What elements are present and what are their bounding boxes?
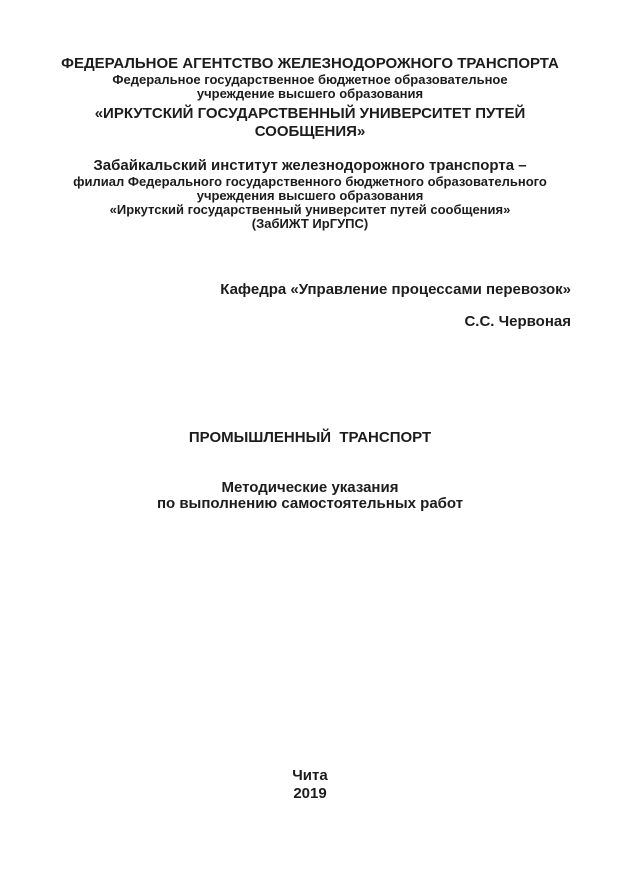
publication-year: 2019 xyxy=(293,785,327,802)
institute-name: Забайкальский институт железнодорожного транспорта – xyxy=(93,157,527,174)
header-block xyxy=(0,54,620,141)
university-name xyxy=(0,105,620,141)
university-name-line-1: «ИРКУТСКИЙ ГОСУДАРСТВЕННЫЙ УНИВЕРСИТЕТ ПУТЕЙ xyxy=(94,105,526,122)
institute-abbreviation: (ЗабИЖТ ИрГУПС) xyxy=(251,216,369,231)
university-name-line-2: СООБЩЕНИЯ» xyxy=(254,123,366,140)
subtitle-line-2: по выполнению самостоятельных работ xyxy=(156,495,464,512)
institute-line-2: филиал Федерального государственного бюджетного образовательного xyxy=(73,174,547,189)
document-subtitle xyxy=(0,480,620,512)
agency-name: ФЕДЕРАЛЬНОЕ АГЕНТСТВО ЖЕЛЕЗНОДОРОЖНОГО ТРАНСПОРТА xyxy=(61,55,559,72)
document-title: ПРОМЫШЛЕННЫЙ ТРАНСПОРТ xyxy=(188,429,432,446)
subtitle-line-1: Методические указания xyxy=(221,479,399,496)
institute-block xyxy=(0,156,620,231)
founder-line-1: Федеральное государственное бюджетное образовательное xyxy=(112,72,508,87)
imprint-block xyxy=(0,767,620,803)
founder-line-2: учреждение высшего образования xyxy=(196,86,424,101)
publication-city: Чита xyxy=(292,767,328,784)
author-name: С.С. Червоная xyxy=(464,313,571,330)
department-name: Кафедра «Управление процессами перевозок» xyxy=(220,281,571,298)
institute-line-3: учреждения высшего образования xyxy=(196,188,424,203)
institute-line-4: «Иркутский государственный университет путей сообщения» xyxy=(109,202,511,217)
